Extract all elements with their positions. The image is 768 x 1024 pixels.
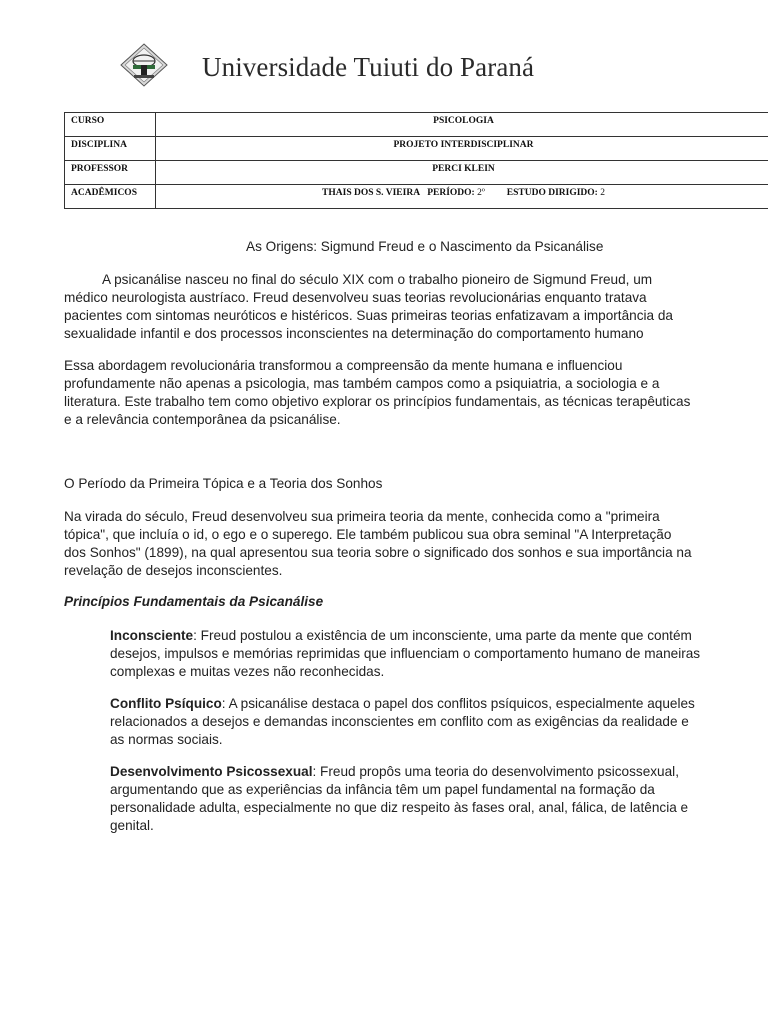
section-heading: O Período da Primeira Tópica e a Teoria dos Sonhos bbox=[64, 476, 383, 491]
table-row bbox=[65, 161, 768, 185]
paragraph-impact: Essa abordagem revolucionária transformou a compreensão da mente humana e influenciou profundamente não apenas a psicologia, mas também campos como a psiquiatria, a sociologia e a literatura. Este trabalho tem como objetivo explorar os princípios fundamentais, as técnicas terapêuticas e a relevância contemporânea da psicanálise. bbox=[64, 358, 691, 427]
value-academicos bbox=[156, 185, 768, 209]
table-row bbox=[65, 137, 768, 161]
value-curso: PSICOLOGIA bbox=[156, 113, 768, 137]
periodo-label: PERÍODO: bbox=[427, 188, 475, 198]
label-curso: CURSO bbox=[65, 113, 156, 137]
principles-subheading: Princípios Fundamentais da Psicanálise bbox=[64, 594, 324, 609]
principle-text: : Freud postulou a existência de um inconsciente, uma parte da mente que contém desejos, impulsos e memórias reprimidas que influenciam o comportamento humano de maneiras complexas e muitas vezes não reconhecidas. bbox=[110, 628, 701, 679]
principle-text: : A psicanálise destaca o papel dos conflitos psíquicos, especialmente aqueles relacionados a desejos e demandas inconscientes em conflito com as exigências da realidade e as normas sociais. bbox=[110, 696, 695, 747]
principle-item bbox=[110, 763, 695, 835]
table-row bbox=[65, 185, 768, 209]
paragraph-first-topic: Na virada do século, Freud desenvolveu sua primeira teoria da mente, conhecida como a "primeira tópica", que incluía o id, o ego e o superego. Ele também publicou sua obra seminal "A Interpretação dos Sonhos" (1899), na qual apresentou sua teoria sobre o significado dos sonhos e sua importância na revelação de desejos inconscientes. bbox=[64, 509, 692, 578]
label-professor: PROFESSOR bbox=[65, 161, 156, 185]
principle-term: Desenvolvimento Psicossexual bbox=[110, 764, 313, 779]
estudo-value: 2 bbox=[600, 188, 605, 198]
principle-term: Inconsciente bbox=[110, 628, 194, 643]
label-disciplina: DISCIPLINA bbox=[65, 137, 156, 161]
value-professor: PERCI KLEIN bbox=[156, 161, 768, 185]
course-info-table bbox=[64, 112, 768, 209]
university-name: Universidade Tuiuti do Paraná bbox=[202, 52, 535, 82]
principle-term: Conflito Psíquico bbox=[110, 696, 222, 711]
principle-item bbox=[110, 695, 695, 749]
principle-item bbox=[110, 627, 710, 681]
table-row bbox=[65, 113, 768, 137]
university-seal-icon bbox=[120, 43, 168, 87]
estudo-label: ESTUDO DIRIGIDO: bbox=[506, 188, 598, 198]
paragraph-intro: A psicanálise nasceu no final do século XIX com o trabalho pioneiro de Sigmund Freud, um médico neurologista austríaco. Freud desenvolveu suas teorias revolucionárias enquanto tratava pacientes com sintomas neuróticos e histéricos. Suas primeiras teorias enfatizavam a importância da sexualidade infantil e dos processos inconscientes na determinação do comportamento humano bbox=[64, 272, 673, 341]
periodo-value: 2º bbox=[477, 188, 485, 198]
value-disciplina: PROJETO INTERDISCIPLINAR bbox=[156, 137, 768, 161]
label-academicos: ACADÊMICOS bbox=[65, 185, 156, 209]
document-title: As Origens: Sigmund Freud e o Nascimento da Psicanálise bbox=[246, 239, 604, 254]
principle-text: : Freud propôs uma teoria do desenvolvimento psicossexual, argumentando que as experiências da infância têm um papel fundamental na formação da personalidade adulta, especialmente no que diz respeito às fases oral, anal, fálica, de latência e genital. bbox=[110, 764, 689, 833]
student-name: THAIS DOS S. VIEIRA bbox=[322, 188, 421, 198]
